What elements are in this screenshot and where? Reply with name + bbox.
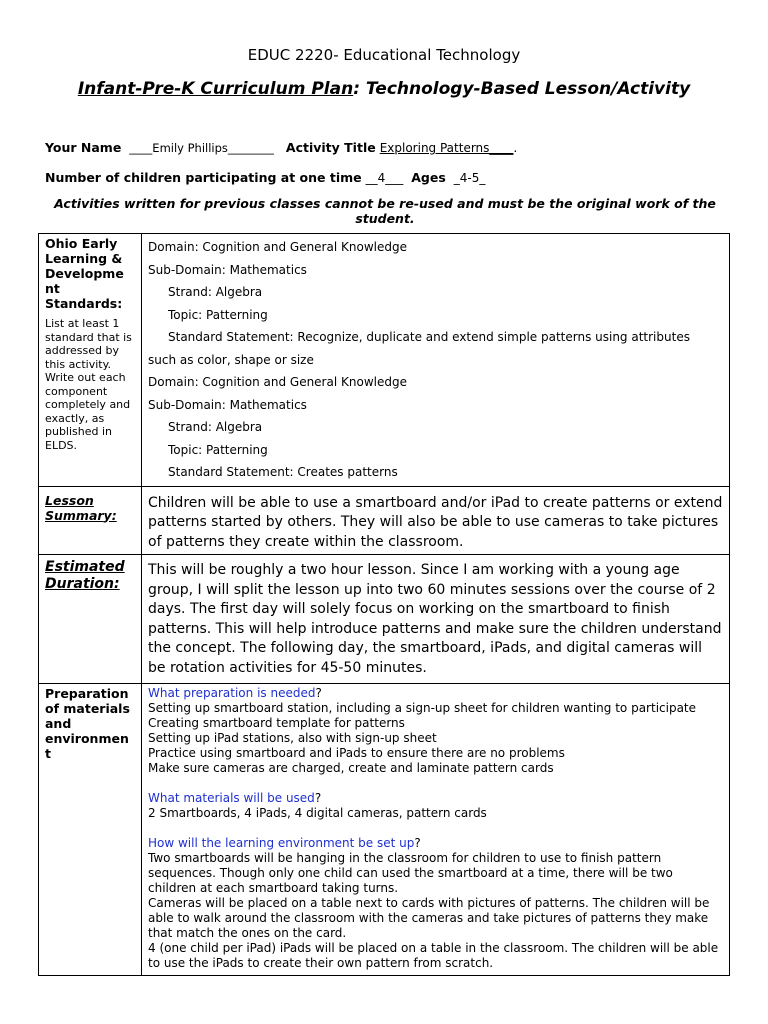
activity-title-label: Activity Title [285,140,376,155]
answer-line: 2 Smartboards, 4 iPads, 4 digital cameras, pattern cards [148,806,487,820]
standard-line: Sub-Domain: Mathematics [148,262,307,277]
environment-answers [148,851,723,973]
name-value: ____Emily Phillips________ [129,141,274,155]
preparation-answers [148,701,723,776]
preparation-question-mark: ? [315,686,322,700]
answer-line: Practice using smartboard and iPads to ensure there are no problems [148,746,565,760]
standards-note: List at least 1 standard that is addressed by this activity. Write out each component completely and exactly, as published in ELDS. [45,317,132,452]
standard-line: Standard Statement: Creates patterns [168,465,398,479]
environment-question-text: How will the learning environment be set up [148,836,415,850]
answer-line: 4 (one child per iPad) iPads will be placed on a table in the classroom. The children will be able to use the iPads to create their own pattern from scratch. [148,941,719,970]
curriculum-table [38,233,730,976]
duration-label: Estimated Duration: [45,559,125,592]
spacer [148,776,723,791]
plan-title-rest: : Technology-Based Lesson/Activity [353,79,691,99]
name-activity-line: Your Name ____Emily Phillips________ Activity Title Exploring Patterns____. [45,140,518,155]
standard-line: such as color, shape or size [148,352,314,367]
plan-title-underlined: Infant-Pre-K Curriculum Plan [77,79,354,99]
materials-question-mark: ? [314,791,322,805]
preparation-label: Preparation of materials and environmen t [45,686,130,761]
course-title: EDUC 2220- Educational Technology [247,46,521,64]
children-count-label: Number of children participating at one time [45,170,362,185]
duration-content [142,555,730,684]
summary-content [142,486,730,555]
environment-question-mark: ? [414,836,421,850]
materials-question-text: What materials will be used [148,791,315,805]
summary-row [39,486,730,555]
name-label: Your Name [45,140,122,155]
summary-label-cell [39,486,142,555]
children-ages-line [45,170,485,185]
preparation-question [148,686,723,701]
preparation-question-text: What preparation is needed [148,686,316,700]
activity-title-value: Exploring Patterns____ [379,141,514,155]
standards-row [39,234,730,487]
answer-line: Cameras will be placed on a table next to cards with pictures of patterns. The children will be able to walk around the classroom with the cameras and take pictures of patterns they make that match the ones on the card. [148,896,710,940]
children-count-value: __4___ [365,171,404,185]
standard-line: Topic: Patterning [168,442,268,457]
standard-line: Domain: Cognition and General Knowledge [148,240,407,254]
standard-line: Strand: Algebra [168,420,263,434]
ages-label: Ages [411,170,446,185]
standard-line: Topic: Patterning [168,307,268,322]
preparation-content [142,684,730,976]
duration-label-cell [39,555,142,684]
materials-question [148,791,723,806]
standards-content [142,234,730,487]
standards-label: Ohio Early Learning & Developme nt Standards: [45,236,124,311]
materials-answers [148,806,723,821]
preparation-row [39,684,730,976]
standard-line: Domain: Cognition and General Knowledge [148,375,407,389]
answer-line: Setting up iPad stations, also with sign-up sheet [148,731,437,745]
standards-label-cell [39,234,142,487]
preparation-section [148,686,723,973]
originality-notice: Activities written for previous classes cannot be re-used and must be the original work of the student. [54,196,716,226]
environment-question [148,836,723,851]
answer-line: Creating smartboard template for patterns [148,716,405,730]
summary-label: Lesson Summary: [45,492,117,523]
spacer [148,821,723,836]
standard-line: Standard Statement: Recognize, duplicate and extend simple patterns using attributes [168,330,690,344]
answer-line: Two smartboards will be hanging in the classroom for children to use to finish pattern sequences. Though only one child can used the smartboard at a time, there will be two children at each smartboard taking turns. [148,851,673,895]
ages-value: _4-5_ [453,171,486,185]
preparation-label-cell [39,684,142,976]
duration-row [39,555,730,684]
summary-text: Children will be able to use a smartboard and/or iPad to create patterns or extend patterns started by others. They will also be able to use cameras to take pictures of patterns they create within the classroom. [148,494,723,550]
answer-line: Make sure cameras are charged, create and laminate pattern cards [148,761,554,775]
standard-line: Sub-Domain: Mathematics [148,397,307,412]
answer-line: Setting up smartboard station, including a sign-up sheet for children wanting to participate [148,701,697,715]
duration-text: This will be roughly a two hour lesson. Since I am working with a young age group, I will split the lesson up into two 60 minutes sessions over the course of 2 days. The first day will solely focus on working on the smartboard to finish patterns. This will help introduce patterns and make sure the children understand the concept. The following day, the smartboard, iPads, and digital cameras will be rotation activities for 45-50 minutes. [148,562,722,676]
plan-title [0,79,768,99]
standard-line: Strand: Algebra [168,285,263,299]
